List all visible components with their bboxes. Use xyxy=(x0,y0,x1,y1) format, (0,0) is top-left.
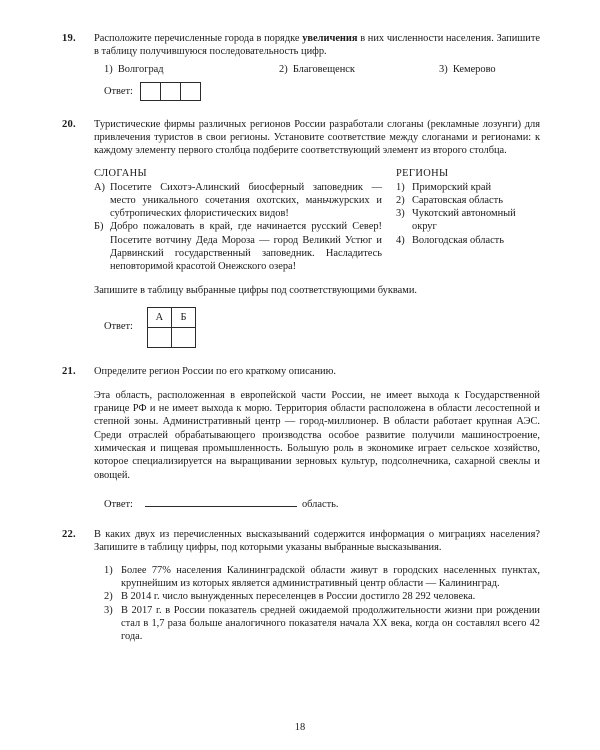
task-20 xyxy=(62,118,540,348)
task-20-regions-list xyxy=(396,181,540,247)
statement-text: Более 77% населения Калининградской области живут в городских населенных пунктах, крупнейшим из которых является административный центр области — Калининград. xyxy=(121,564,540,590)
task-22-number: 22. xyxy=(62,529,76,541)
table-row xyxy=(147,307,195,327)
answer-cell[interactable] xyxy=(147,327,171,347)
slogan-marker: А) xyxy=(94,181,105,193)
statement-text: В 2014 г. число вынужденных переселенцев в России достигло 28 292 человека. xyxy=(121,591,476,603)
task-20-number: 20. xyxy=(62,118,76,130)
task-19-answer-row xyxy=(94,82,540,101)
task-19 xyxy=(62,32,540,101)
region-text: Саратовская область xyxy=(412,194,503,206)
task-21-description: Эта область, расположенная в европейской части России, не имеет выхода к Государственной границе РФ и не имеет выхода к морю. Территория области расположена в области лесостепной и степной зоны. Административный центр — город-миллионер. В области работает крупная АЭС. Среди отраслей обрабатывающего производства особое развитие получили машиностроение, химическая и пищевая промышленность. Большую роль в экономике играет сельское хозяйство, которое специализируется на выращивании зерновых культур, подсолнечника, сахарной свеклы и овощей. xyxy=(94,389,540,481)
region-text: Приморский край xyxy=(412,181,492,193)
list-item[interactable] xyxy=(94,181,382,221)
region-marker: 1) xyxy=(396,181,405,193)
task-20-answer-label: Ответ: xyxy=(104,321,133,333)
task-20-slogans-column xyxy=(94,167,382,273)
region-marker: 4) xyxy=(396,234,405,246)
answer-cell[interactable] xyxy=(171,327,195,347)
task-20-match-columns xyxy=(94,167,540,273)
answer-cell[interactable] xyxy=(180,82,201,101)
task-20-answer-row xyxy=(94,307,540,348)
task-19-answer-boxes xyxy=(140,82,201,101)
table-row xyxy=(147,327,195,347)
task-19-prompt-emphasis: увеличения xyxy=(302,33,358,44)
region-text: Вологодская область xyxy=(412,234,504,246)
slogan-text: Добро пожаловать в край, где начинается русский Север! Посетите вотчину Деда Мороза — город Великий Устюг и Дарвинский государственный заповедник. Насладитесь неповторимой красотой Онежского озера! xyxy=(110,221,382,272)
answer-cell[interactable] xyxy=(160,82,181,101)
task-19-answer-label: Ответ: xyxy=(104,85,133,97)
table-header-cell: А xyxy=(147,307,171,327)
task-21 xyxy=(62,365,540,512)
statement-marker: 2) xyxy=(104,591,113,603)
task-21-answer-row xyxy=(94,495,540,511)
task-20-instruction: Запишите в таблицу выбранные цифры под соответствующими буквами. xyxy=(94,285,418,297)
task-21-answer-label: Ответ: xyxy=(104,498,133,510)
list-item[interactable] xyxy=(104,564,540,591)
task-20-regions-column xyxy=(382,167,540,273)
list-item[interactable] xyxy=(104,590,540,603)
task-19-prompt-before: Расположите перечисленные города в порядке xyxy=(94,33,303,44)
task-21-answer-blank[interactable] xyxy=(145,495,297,507)
task-22-prompt: В каких двух из перечисленных высказываний содержится информация о миграциях населения? Запишите в таблицу цифры, под которыми указаны выбранные высказывания. xyxy=(94,529,540,554)
task-21-prompt: Определите регион России по его краткому описанию. xyxy=(94,365,336,377)
task-21-number: 21. xyxy=(62,365,76,377)
task-20-slogans-list xyxy=(94,181,382,273)
task-22 xyxy=(62,528,540,643)
region-text: Чукотский автономный округ xyxy=(412,208,516,233)
task-21-answer-suffix: область. xyxy=(301,498,339,510)
task-19-option-2[interactable]: 2) Благовещенск xyxy=(279,63,355,75)
task-20-regions-heading: РЕГИОНЫ xyxy=(396,167,449,179)
region-marker: 2) xyxy=(396,194,405,206)
task-19-option-3[interactable]: 3) Кемерово xyxy=(439,63,496,75)
list-item[interactable] xyxy=(396,234,540,247)
task-19-number: 19. xyxy=(62,33,76,44)
statement-text: В 2017 г. в России показатель средней ожидаемой продолжительности жизни при рождении стал в 1,7 раза больше аналогичного показателя начала XX века, когда он составлял всего 42 года. xyxy=(121,604,540,643)
statement-marker: 1) xyxy=(104,564,113,576)
task-19-prompt xyxy=(94,32,540,59)
list-item[interactable] xyxy=(104,604,540,644)
task-22-statements xyxy=(94,564,540,644)
task-19-option-1[interactable]: 1) Волгоград xyxy=(104,63,164,75)
statement-marker: 3) xyxy=(104,604,113,616)
table-header-cell: Б xyxy=(171,307,195,327)
page-number: 18 xyxy=(294,722,306,733)
task-19-options xyxy=(94,63,540,76)
region-marker: 3) xyxy=(396,208,405,220)
task-20-slogans-heading: СЛОГАНЫ xyxy=(94,167,147,179)
slogan-text: Посетите Сихотэ-Алинский биосферный заповедник — место уникального сочетания охотских, маньчжурских и субтропических флористических видов! xyxy=(110,181,382,220)
list-item[interactable] xyxy=(94,220,382,273)
list-item[interactable] xyxy=(396,194,540,207)
slogan-marker: Б) xyxy=(94,221,104,233)
task-20-answer-table xyxy=(147,307,196,348)
task-20-prompt: Туристические фирмы различных регионов России разработали слоганы (рекламные лозунги) для привлечения туристов в свои регионы. Установите соответствие между слоганами и регионами: к каждому элементу первого столбца подберите соответствующий элемент из второго столбца. xyxy=(94,118,540,157)
answer-cell[interactable] xyxy=(140,82,161,101)
list-item[interactable] xyxy=(396,207,540,233)
list-item[interactable] xyxy=(396,181,540,194)
task-19-prompt-after: в них численности населения. Запишите в таблицу получившуюся последовательность цифр. xyxy=(94,33,541,58)
